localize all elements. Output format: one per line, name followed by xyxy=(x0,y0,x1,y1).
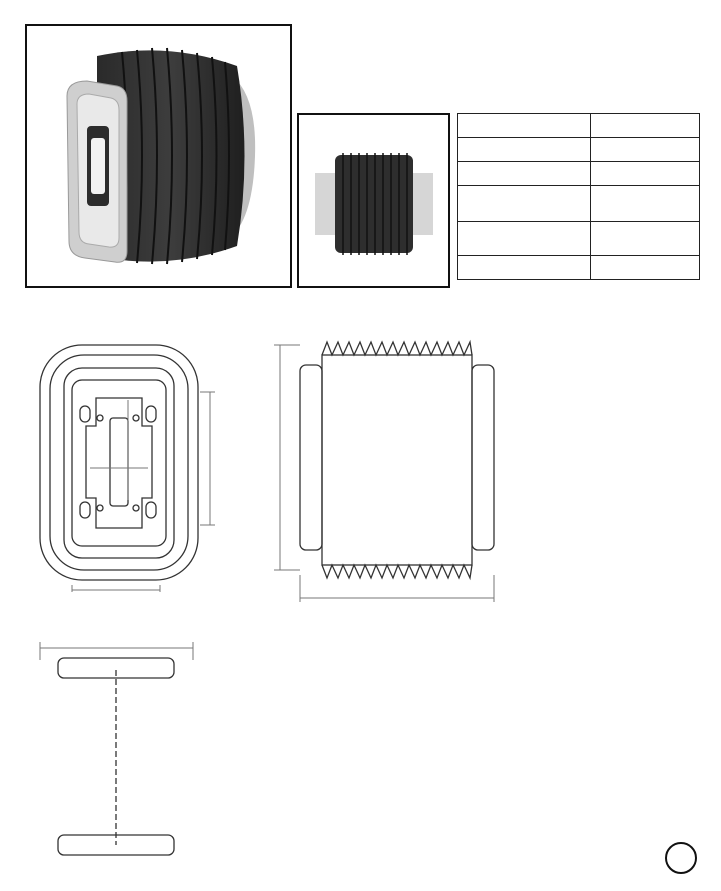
ul-listed-mark xyxy=(653,840,713,886)
side-view-drawing xyxy=(300,342,494,578)
spec-row-dimension xyxy=(458,186,700,222)
certification-logos xyxy=(505,838,715,888)
spec-row-weight xyxy=(458,114,700,138)
spec-row-movement xyxy=(458,256,700,280)
spec-table xyxy=(457,113,700,280)
product-render-3d xyxy=(25,24,292,288)
front-view-drawing xyxy=(40,345,198,580)
spec-row-ral xyxy=(458,138,700,162)
spec-row-package xyxy=(458,162,700,186)
top-view-drawing xyxy=(58,658,174,855)
spec-row-material xyxy=(458,222,700,256)
product-render-side xyxy=(297,113,450,288)
technical-drawings xyxy=(0,330,721,870)
